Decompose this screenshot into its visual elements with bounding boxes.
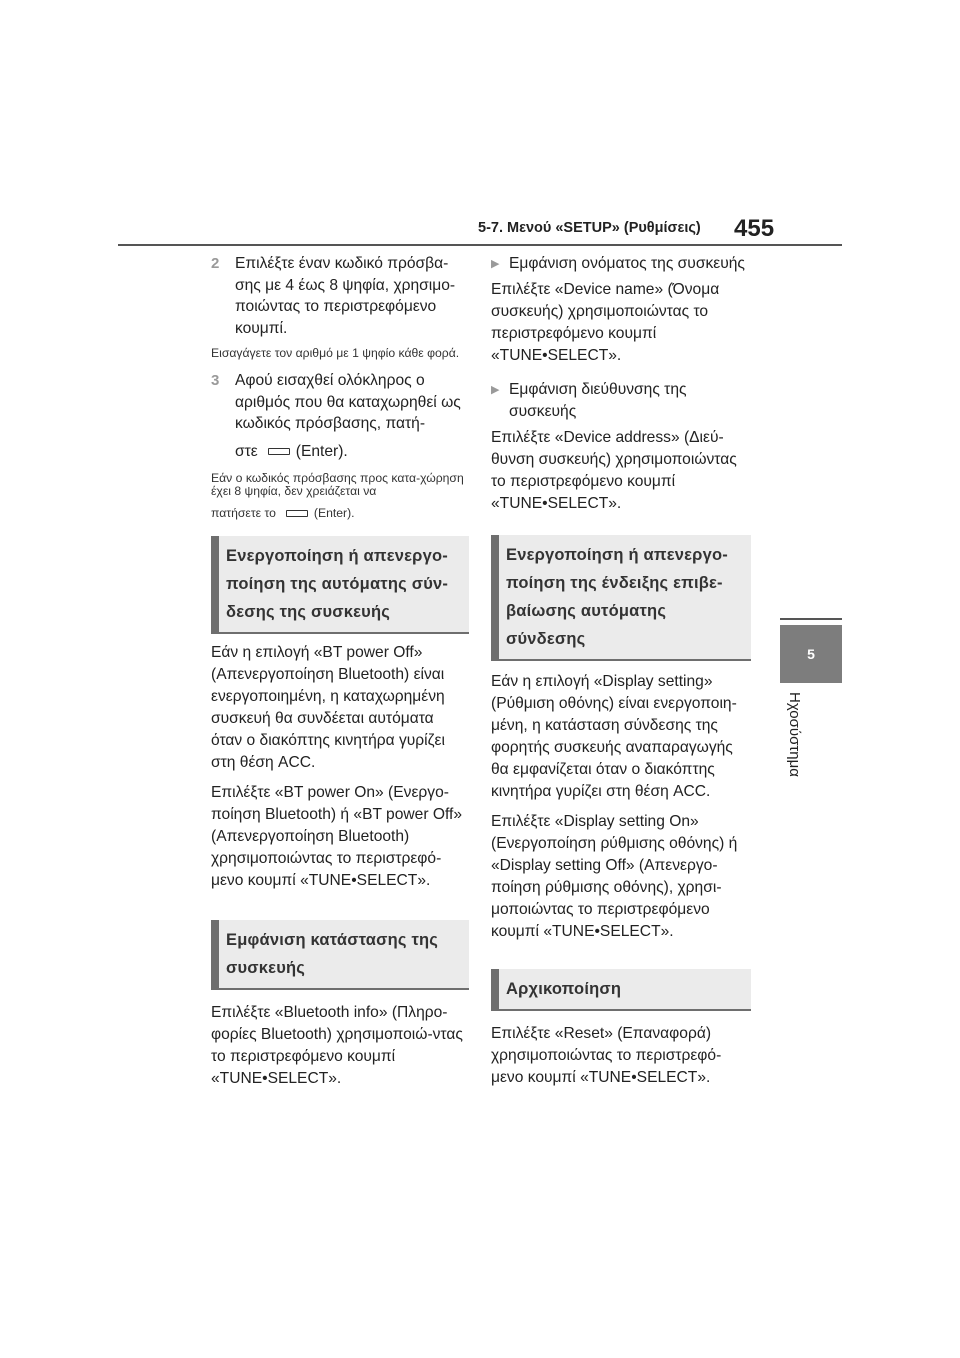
- page-number: 455: [734, 215, 775, 242]
- step-2: [211, 253, 469, 339]
- section-heading: [211, 920, 469, 988]
- section-heading: [491, 535, 751, 659]
- step-number: 2: [211, 255, 220, 272]
- paragraph: Επιλέξτε «Device address» (Διεύ-θυνση συσκευής) χρησιμοποιώντας το περιστρεφόμενο κουμπί «TUNE•SELECT».: [491, 429, 737, 512]
- heading-text: Ενεργοποίηση ή απενεργο-ποίηση της αυτόματης σύν-δεσης της συσκευής: [226, 547, 449, 621]
- header-rule: [118, 244, 842, 246]
- section-heading: [211, 536, 469, 632]
- page-header: [0, 0, 960, 250]
- bullet-text: Εμφάνιση ονόματος της συσκευής: [509, 255, 745, 272]
- chapter-tab: 5: [780, 625, 842, 683]
- tab-rule: [780, 618, 842, 620]
- bullet-text: Εμφάνιση διεύθυνσης της συσκευής: [509, 381, 687, 420]
- bullet-arrow-icon: ▶: [491, 384, 500, 396]
- chapter-label: Ηχοσύστημα: [786, 692, 803, 777]
- paragraph: Επιλέξτε «Reset» (Επαναφορά) χρησιμοποιώντας το περιστρεφό-μενο κουμπί «TUNE•SELECT».: [491, 1025, 722, 1086]
- paragraph: Επιλέξτε «Device name» (Όνομα συσκευής) χρησιμοποιώντας το περιστρεφόμενο κουμπί «TUNE•SELECT».: [491, 281, 720, 364]
- note: [211, 472, 469, 520]
- heading-text: Εμφάνιση κατάστασης της συσκευής: [226, 931, 439, 977]
- step-text-prefix: στε: [235, 442, 258, 460]
- heading-text: Αρχικοποίηση: [506, 980, 622, 998]
- enter-label: (Enter).: [313, 506, 355, 520]
- step-text: Επιλέξτε έναν κωδικό πρόσβα-σης με 4 έως 8 ψηφία, χρησιμο-ποιώντας το περιστρεφόμενο κουμπί.: [235, 255, 456, 337]
- bullet-arrow-icon: ▶: [491, 258, 500, 270]
- bullet-item: [491, 379, 751, 423]
- note-text: Εάν ο κωδικός πρόσβασης προς κατα-χώρηση έχει 8 ψηφία, δεν χρειάζεται να: [211, 471, 464, 498]
- paragraph: Εάν η επιλογή «BT power Off» (Απενεργοποίηση Bluetooth) είναι ενεργοποιημένη, η καταχωρημένη συσκευή θα συνδέεται αυτόματα όταν ο διακόπτης κινητήρα γυρίζει στη θέση ACC.: [211, 644, 445, 771]
- paragraph: Επιλέξτε «Display setting On» (Ενεργοποίηση ρύθμισης οθόνης) ή «Display setting Off» (Απενεργο-ποίηση ρύθμισης οθόνης), χρησι-μοποιώντας το περιστρεφόμενο κουμπί «TUNE•SELECT».: [491, 813, 738, 940]
- step-text: Αφού εισαχθεί ολόκληρος ο αριθμός που θα καταχωρηθεί ως κωδικός πρόσβασης, πατή-: [235, 372, 461, 432]
- step-number: 3: [211, 372, 220, 389]
- paragraph: Εάν η επιλογή «Display setting» (Ρύθμιση οθόνης) είναι ενεργοποιη-μένη, η κατάσταση σύνδεσης της φορητής συσκευής αναπαραγωγής θα εμφανίζεται όταν ο διακόπτης κινητήρα γυρίζει στη θέση ACC.: [491, 673, 737, 800]
- paragraph: Επιλέξτε «Bluetooth info» (Πληρο-φορίες Bluetooth) χρησιμοποιώ-ντας το περιστρεφόμενο κουμπί «TUNE•SELECT».: [211, 1004, 463, 1087]
- right-column: [491, 253, 751, 1097]
- heading-text: Ενεργοποίηση ή απενεργο-ποίηση της ένδειξης επιβε-βαίωσης αυτόματης σύνδεσης: [506, 546, 728, 648]
- paragraph: Επιλέξτε «BT power On» (Ενεργο-ποίηση Bluetooth) ή «BT power Off» (Απενεργοποίηση Bluetooth) χρησιμοποιώντας το περιστρεφό-μενο κουμπί «TUNE•SELECT».: [211, 784, 463, 889]
- step-3: [211, 370, 469, 462]
- section-heading: [491, 969, 751, 1009]
- note: Εισαγάγετε τον αριθμό με 1 ψηφίο κάθε φορά.: [211, 346, 460, 360]
- note-prefix: πατήσετε το: [211, 506, 276, 520]
- enter-button-icon: [268, 448, 290, 455]
- section-title: 5-7. Μενού «SETUP» (Ρυθμίσεις): [478, 220, 701, 236]
- enter-label: (Enter).: [295, 442, 348, 460]
- bullet-item: [491, 253, 751, 275]
- left-column: [211, 253, 469, 1098]
- enter-button-icon: [286, 510, 308, 517]
